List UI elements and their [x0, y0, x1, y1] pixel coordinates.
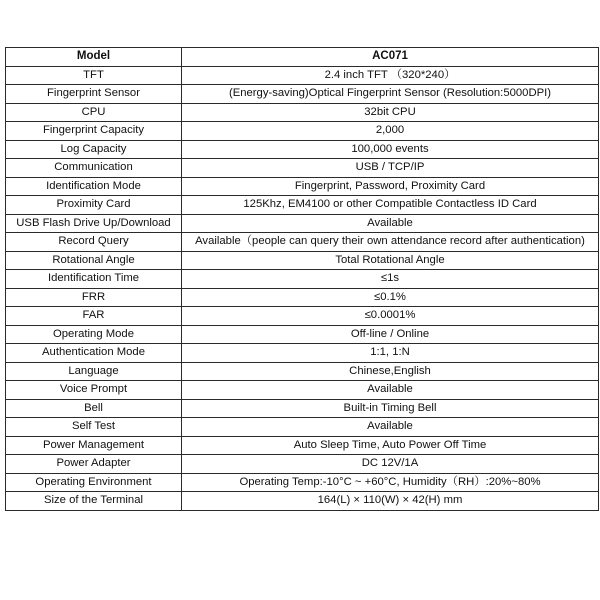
- spec-value: (Energy-saving)Optical Fingerprint Sensor (Resolution:5000DPI): [182, 85, 599, 104]
- table-row: [6, 140, 599, 159]
- spec-label: Authentication Mode: [6, 344, 182, 363]
- spec-value: Total Rotational Angle: [182, 251, 599, 270]
- spec-value: Built-in Timing Bell: [182, 399, 599, 418]
- spec-value: Chinese,English: [182, 362, 599, 381]
- spec-label: Identification Time: [6, 270, 182, 289]
- table-row: [6, 214, 599, 233]
- spec-value: 2.4 inch TFT （320*240）: [182, 66, 599, 85]
- spec-label: Power Adapter: [6, 455, 182, 474]
- table-row: [6, 473, 599, 492]
- spec-label: Log Capacity: [6, 140, 182, 159]
- table-row: [6, 288, 599, 307]
- table-row: [6, 177, 599, 196]
- spec-table: [5, 47, 599, 511]
- spec-value: ≤1s: [182, 270, 599, 289]
- spec-label: Proximity Card: [6, 196, 182, 215]
- spec-value: ≤0.1%: [182, 288, 599, 307]
- spec-label: Language: [6, 362, 182, 381]
- table-row: [6, 66, 599, 85]
- table-row: [6, 159, 599, 178]
- spec-label: Record Query: [6, 233, 182, 252]
- table-row: [6, 344, 599, 363]
- spec-value: Fingerprint, Password, Proximity Card: [182, 177, 599, 196]
- table-row: [6, 233, 599, 252]
- spec-label: USB Flash Drive Up/Download: [6, 214, 182, 233]
- spec-label: Fingerprint Sensor: [6, 85, 182, 104]
- spec-label: Identification Mode: [6, 177, 182, 196]
- header-row: [6, 48, 599, 67]
- table-row: [6, 196, 599, 215]
- spec-label: Operating Mode: [6, 325, 182, 344]
- spec-value: USB / TCP/IP: [182, 159, 599, 178]
- spec-value: Available: [182, 381, 599, 400]
- table-row: [6, 251, 599, 270]
- spec-value: Available: [182, 418, 599, 437]
- spec-value: 2,000: [182, 122, 599, 141]
- spec-label: FRR: [6, 288, 182, 307]
- spec-label: Power Management: [6, 436, 182, 455]
- table-row: [6, 381, 599, 400]
- spec-value: 164(L) × 110(W) × 42(H) mm: [182, 492, 599, 511]
- spec-value: Available（people can query their own attendance record after authentication): [182, 233, 599, 252]
- spec-label: Size of the Terminal: [6, 492, 182, 511]
- spec-value: ≤0.0001%: [182, 307, 599, 326]
- table-row: [6, 270, 599, 289]
- spec-value: Auto Sleep Time, Auto Power Off Time: [182, 436, 599, 455]
- table-row: [6, 455, 599, 474]
- table-row: [6, 362, 599, 381]
- spec-label: CPU: [6, 103, 182, 122]
- spec-label: Rotational Angle: [6, 251, 182, 270]
- table-row: [6, 492, 599, 511]
- spec-table-header: [6, 48, 599, 67]
- spec-label: Fingerprint Capacity: [6, 122, 182, 141]
- spec-value: 125Khz, EM4100 or other Compatible Contactless ID Card: [182, 196, 599, 215]
- spec-value: Off-line / Online: [182, 325, 599, 344]
- table-row: [6, 103, 599, 122]
- spec-label: Communication: [6, 159, 182, 178]
- table-row: [6, 399, 599, 418]
- spec-value: 100,000 events: [182, 140, 599, 159]
- table-row: [6, 436, 599, 455]
- table-row: [6, 325, 599, 344]
- spec-label: Bell: [6, 399, 182, 418]
- spec-table-body: [6, 66, 599, 510]
- table-row: [6, 85, 599, 104]
- spec-value: Available: [182, 214, 599, 233]
- spec-label: TFT: [6, 66, 182, 85]
- spec-label: Voice Prompt: [6, 381, 182, 400]
- header-value: AC071: [182, 48, 599, 67]
- table-row: [6, 307, 599, 326]
- table-row: [6, 122, 599, 141]
- spec-value: DC 12V/1A: [182, 455, 599, 474]
- spec-value: 1:1, 1:N: [182, 344, 599, 363]
- header-label: Model: [6, 48, 182, 67]
- spec-label: Self Test: [6, 418, 182, 437]
- spec-label: FAR: [6, 307, 182, 326]
- spec-value: Operating Temp:-10°C ~ +60°C, Humidity（RH）:20%~80%: [182, 473, 599, 492]
- spec-value: 32bit CPU: [182, 103, 599, 122]
- spec-label: Operating Environment: [6, 473, 182, 492]
- table-row: [6, 418, 599, 437]
